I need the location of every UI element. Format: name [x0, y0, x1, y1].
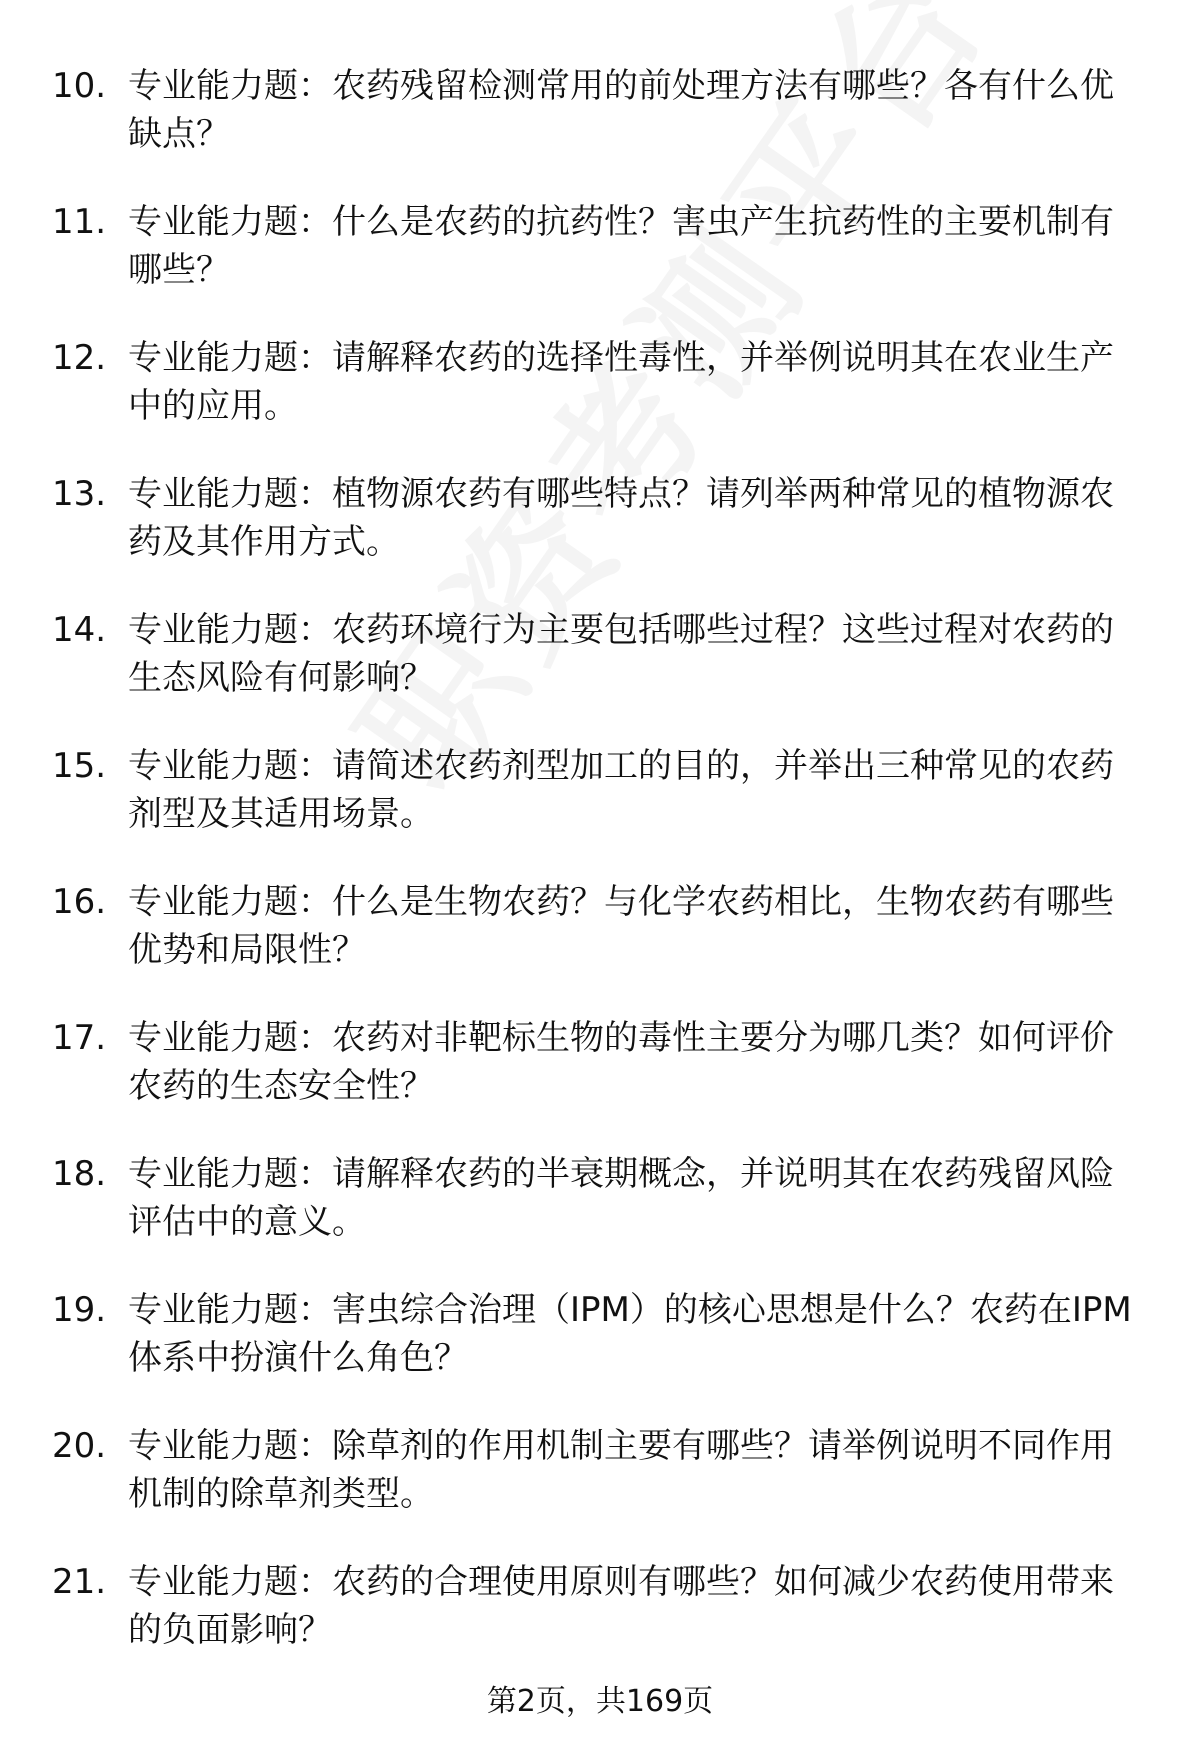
- question-item: [0, 62, 1200, 198]
- question-text: 专业能力题：请简述农药剂型加工的目的，并举出三种常见的农药剂型及其适用场景。: [128, 746, 1114, 834]
- question-number: 15.: [52, 746, 107, 786]
- question-item: [0, 470, 1200, 606]
- question-text: 专业能力题：什么是农药的抗药性？害虫产生抗药性的主要机制有哪些？: [128, 202, 1114, 290]
- question-number: 19.: [52, 1290, 107, 1330]
- question-item: [0, 334, 1200, 470]
- page-number-footer: 第2页，共169页: [486, 1684, 714, 1719]
- question-number: 17.: [52, 1018, 107, 1058]
- question-text: 专业能力题：农药环境行为主要包括哪些过程？这些过程对农药的生态风险有何影响？: [128, 610, 1114, 698]
- question-item: [0, 1422, 1200, 1558]
- question-text: 专业能力题：什么是生物农药？与化学农药相比，生物农药有哪些优势和局限性？: [128, 882, 1114, 970]
- question-text: 专业能力题：除草剂的作用机制主要有哪些？请举例说明不同作用机制的除草剂类型。: [128, 1426, 1114, 1514]
- question-text: 专业能力题：请解释农药的选择性毒性，并举例说明其在农业生产中的应用。: [128, 338, 1114, 426]
- question-number: 18.: [52, 1154, 107, 1194]
- question-text: 专业能力题：农药残留检测常用的前处理方法有哪些？各有什么优缺点？: [128, 66, 1114, 154]
- question-text: 专业能力题：害虫综合治理（IPM）的核心思想是什么？农药在IPM体系中扮演什么角色？: [128, 1290, 1132, 1378]
- question-text: 专业能力题：植物源农药有哪些特点？请列举两种常见的植物源农药及其作用方式。: [128, 474, 1114, 562]
- question-item: [0, 1014, 1200, 1150]
- question-number: 21.: [52, 1562, 107, 1602]
- question-text: 专业能力题：请解释农药的半衰期概念，并说明其在农药残留风险评估中的意义。: [128, 1154, 1114, 1242]
- question-item: [0, 1150, 1200, 1286]
- question-item: [0, 198, 1200, 334]
- question-number: 10.: [52, 66, 107, 106]
- question-text: 专业能力题：农药对非靶标生物的毒性主要分为哪几类？如何评价农药的生态安全性？: [128, 1018, 1114, 1106]
- question-item: [0, 606, 1200, 742]
- question-item: [0, 1558, 1200, 1694]
- question-item: [0, 878, 1200, 1014]
- question-list: [0, 62, 1200, 1694]
- question-item: [0, 1286, 1200, 1422]
- question-item: [0, 742, 1200, 878]
- question-text: 专业能力题：农药的合理使用原则有哪些？如何减少农药使用带来的负面影响？: [128, 1562, 1114, 1650]
- question-number: 14.: [52, 610, 107, 650]
- question-number: 20.: [52, 1426, 107, 1466]
- question-number: 11.: [52, 202, 107, 242]
- question-number: 12.: [52, 338, 107, 378]
- question-number: 13.: [52, 474, 107, 514]
- question-number: 16.: [52, 882, 107, 922]
